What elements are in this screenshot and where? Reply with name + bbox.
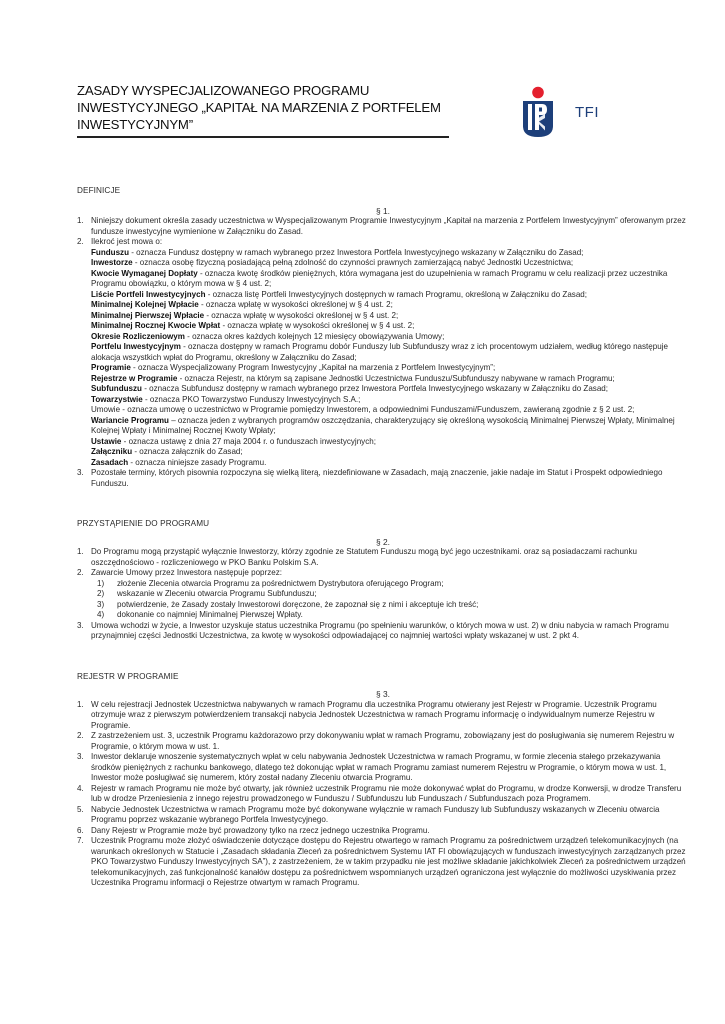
definition-term: Inwestorze — [91, 258, 133, 267]
definition-item — [91, 248, 689, 259]
definition-text: - oznacza osobę fizyczną posiadającą pełną zdolność do czynności prawnych zamierzającą nabyć Jednostki Uczestnictwa; — [132, 258, 574, 267]
definition-text: - oznacza okres każdych kolejnych 12 miesięcy obowiązywania Umowy; — [184, 331, 445, 341]
definition-term: Okresie Rozliczeniowym — [91, 331, 185, 341]
definition-item — [91, 374, 689, 385]
section-heading-definicje: DEFINICJE — [77, 186, 121, 195]
list-item: 1. Do Programu mogą przystąpić wyłącznie Inwestorzy, którzy zgodnie ze Statutem Funduszu mogą być jego uczestnikami. oraz są posiadaczami rachunku oszczędnościowo - rozliczeniowego w PKO Banku Polskim S.A. — [77, 547, 637, 567]
list-item: 3. Pozostałe terminy, których pisownia rozpoczyna się wielką literą, niezdefiniowane w Zasadach, mają znaczenie, jakie nadaje im Statut i Prospekt odpowiedniego Funduszu. — [77, 468, 663, 488]
list-item: 1. W celu rejestracji Jednostek Uczestnictwa nabywanych w ramach Programu dla uczestnika Programu otwierany jest Rejestr w Programie. Uczestnik Programu otrzymuje wraz z pierwszym potwierdzeniem transakcji nabycia Jednostek Uczestnictwa w ramach Programu informację o indywidualnym numerze Rejestru w Programie. — [77, 699, 657, 730]
definition-item — [91, 342, 689, 363]
definition-text: Umowie - oznacza umowę o uczestnictwo w Programie pomiędzy Inwestorem, a odpowiednimi Funduszami/Funduszem, zawieraną zgodnie z § 2 ust. 2; — [91, 405, 635, 414]
section-heading-przystapienie: PRZYSTĄPIENIE DO PROGRAMU — [77, 519, 210, 528]
definition-term: Subfunduszu — [91, 384, 142, 393]
definition-term: Programie — [91, 363, 131, 372]
definition-item — [91, 458, 689, 469]
definition-item — [91, 384, 689, 395]
definition-term: Towarzystwie — [91, 394, 143, 404]
sub-item-text: złożenie Zlecenia otwarcia Programu za pośrednictwem Dystrybutora oferującego Program; — [117, 578, 444, 588]
definition-text: - oznacza niniejsze zasady Programu. — [128, 457, 267, 467]
list-item: 2. Ilekroć jest mowa o: — [77, 237, 163, 246]
definicje-point-3: Pozostałe terminy, których pisownia rozpoczyna się wielką literą, niezdefiniowane w Zasadach, mają znaczenie, jakie nadaje im Statut i Prospekt odpowiedniego Funduszu. — [91, 468, 663, 488]
paragraph-sign-2: § 2. — [376, 536, 390, 547]
document-title — [77, 82, 457, 134]
definition-item — [91, 258, 689, 269]
przystapienie-point-1: Do Programu mogą przystąpić wyłącznie Inwestorzy, którzy zgodnie ze Statutem Funduszu mogą być jego uczestnikami. oraz są posiadaczami rachunku oszczędnościowo - rozliczeniowego w PKO Banku Polskim S.A. — [91, 547, 637, 567]
rejestr-list — [77, 700, 689, 889]
definition-text: - oznacza wpłatę w wysokości określonej w § 4 ust. 2; — [220, 321, 415, 330]
sub-list-item: 2) wskazanie w Zleceniu otwarcia Programu Subfunduszu; — [97, 589, 317, 598]
definition-term: Załączniku — [91, 447, 133, 456]
list-item: 3. Inwestor deklaruje wnoszenie systematycznych wpłat w celu nabywania Jednostek Uczestnictwa w ramach Programu, w formie zlecenia stałego przekazywania środków pieniężnych z rachunku bankowego, dlatego też dokonując wpłat w ramach Programu zamiast numerem Rejestru w Programie, o którym mowa w ust. 1, Inwestor może posługiwać się numerem, który został nadany Zleceniu otwarcia Programu. — [77, 752, 667, 782]
paragraph-sign-1: § 1. — [376, 205, 390, 216]
definition-item — [91, 405, 689, 416]
definition-item — [91, 395, 689, 406]
definicje-point-1: Niniejszy dokument określa zasady uczestnictwa w Wyspecjalizowanym Programie Inwestycyjnym „Kapitał na marzenia z Portfelem Inwestycyjnym” oferowanym przez fundusze inwestycyjne wymienione w Załączniku do Zasad. — [91, 216, 686, 236]
definition-item — [91, 321, 689, 332]
definition-item — [91, 311, 689, 322]
definition-item — [91, 269, 689, 290]
rejestr-point-text: Uczestnik Programu może złożyć oświadczenie dotyczące dostępu do Rejestru otwartego w ramach Programu za pośrednictwem urządzeń telekomunikacyjnych (na warunkach określonych w Statucie i „Zasadach składania Zleceń za pośrednictwem Systemu IAT FI obowiązujących w funduszach inwestycyjnych zarządzanych przez PKO Towarzystwo Funduszy Inwestycyjnych SA”), z zastrzeżeniem, że w takim przypadku nie jest możliwe składanie jakichkolwiek Zleceń za pośrednictwem urządzeń telekomunikacyjnych, zaś funkcjonalność kanałów dostępu za pośrednictwem wspomnianych urządzeń ograniczona jest wyłącznie do możliwości uzyskiwania przez Uczestnika Programu informacji o Rejestrze otwartym w ramach Programu. — [91, 836, 686, 887]
przystapienie-list — [77, 547, 689, 642]
definition-item — [91, 437, 689, 448]
sub-item-text: wskazanie w Zleceniu otwarcia Programu Subfunduszu; — [117, 589, 317, 598]
section-heading-rejestr: REJESTR W PROGRAMIE — [77, 671, 179, 681]
document-body — [77, 186, 689, 889]
list-item: 6. Dany Rejestr w Programie może być prowadzony tylko na rzecz jednego uczestnika Programu. — [77, 825, 430, 835]
definition-text: - oznacza kwotę środków pieniężnych, która wymagana jest do uzupełnienia w ramach Programu w celu realizacji przez uczestnika Programu obowiązku, o którym mowa w § 4 ust. 2; — [91, 268, 668, 288]
definition-text: - oznacza Wyspecjalizowany Program Inwestycyjny „Kapitał na marzenia z Portfelem Inwestycyjnym”; — [130, 363, 496, 372]
definition-term: Minimalnej Kolejnej Wpłacie — [91, 300, 199, 309]
rejestr-point-text: Inwestor deklaruje wnoszenie systematycznych wpłat w celu nabywania Jednostek Uczestnictwa w ramach Programu, w formie zlecenia stałego przekazywania środków pieniężnych z rachunku bankowego, dlatego też dokonując wpłat w ramach Programu zamiast numerem Rejestru w Programie, o którym mowa w ust. 1, Inwestor może posługiwać się numerem, który został nadany Zleceniu otwarcia Programu. — [91, 752, 667, 782]
definition-text: - oznacza wpłatę w wysokości określonej w § 4 ust. 2; — [198, 300, 393, 309]
przystapienie-point-2: Zawarcie Umowy przez Inwestora następuje poprzez: — [91, 568, 282, 577]
definition-text: - oznacza ustawę z dnia 27 maja 2004 r. o funduszach inwestycyjnych; — [121, 436, 376, 446]
rejestr-point-text: Rejestr w ramach Programu nie może być otwarty, jak również uczestnik Programu nie może dokonywać wpłat do Programu, w drodze Konwersji, w drodze Transferu lub w drodze Przeniesienia z innego rejestru prowadzonego w Funduszu / Subfunduszu lub Funduszach / Subfunduszach poza Programem. — [91, 783, 682, 803]
list-item: 2. Z zastrzeżeniem ust. 3, uczestnik Programu każdorazowo przy dokonywaniu wpłat w ramach Programu, zobowiązany jest do posługiwania się numerem Rejestru w Programie, o którym mowa w ust. 1. — [77, 731, 675, 751]
definition-term: Zasadach — [91, 457, 129, 467]
definition-text: - oznacza listę Portfeli Inwestycyjnych dostępnych w ramach Programu, określoną w Załączniku do Zasad; — [205, 289, 588, 299]
list-item: 1. Niniejszy dokument określa zasady uczestnictwa w Wyspecjalizowanym Programie Inwestycyjnym „Kapitał na marzenia z Portfelem Inwestycyjnym” oferowanym przez fundusze inwestycyjne wymienione w Załączniku do Zasad. — [77, 216, 686, 236]
rejestr-point-text: Nabycie Jednostek Uczestnictwa w ramach Programu może być dokonywane wyłącznie w ramach Funduszy lub Subfunduszy wskazanych w Zleceniu otwarcia Programu poprzez wskazanie wybranego Portfela Inwestycyjnego. — [91, 804, 660, 824]
definition-term: Kwocie Wymaganej Dopłaty — [91, 268, 198, 278]
definition-text: – oznacza jeden z wybranych programów oszczędzania, charakteryzujący się określoną wysokością Minimalnej Pierwszej Wpłaty, Minimalnej Kolejnej Wpłaty i Minimalnej Rocznej Kwoty Wpłaty; — [91, 415, 675, 435]
title-line-1: ZASADY WYSPECJALIZOWANEGO PROGRAMU — [77, 83, 370, 98]
sub-list-item: 1) złożenie Zlecenia otwarcia Programu za pośrednictwem Dystrybutora oferującego Program; — [97, 578, 444, 588]
definition-item — [91, 447, 689, 458]
sub-item-text: potwierdzenie, że Zasady zostały Inwestorowi doręczone, że zapoznał się z nimi i akceptuje ich treść; — [117, 599, 479, 609]
definicje-list-end — [77, 468, 689, 489]
list-item: 4. Rejestr w ramach Programu nie może być otwarty, jak również uczestnik Programu nie może dokonywać wpłat do Programu, w drodze Konwersji, w drodze Transferu lub w drodze Przeniesienia z innego rejestru prowadzonego w Funduszu / Subfunduszu lub Funduszach / Subfunduszach poza Programem. — [77, 783, 682, 803]
list-item: 3. Umowa wchodzi w życie, a Inwestor uzyskuje status uczestnika Programu (po spełnieniu warunków, o których mowa w ust. 2) w dniu nabycia w ramach Programu przynajmniej części Jednostki Uczestnictwa, za kwotę w wysokości odpowiadającej co najmniej wartości wpłaty wskazanej w ust. 2 pkt 4. — [77, 620, 669, 640]
definition-term: Portfelu Inwestycyjnym — [91, 342, 181, 351]
sub-item-text: dokonanie co najmniej Minimalnej Pierwszej Wpłaty. — [117, 610, 303, 619]
przystapienie-sublist — [91, 579, 689, 621]
tfi-logo-text: TFI — [575, 104, 599, 121]
definicje-list — [77, 216, 689, 248]
definition-term: Minimalnej Rocznej Kwocie Wpłat — [91, 321, 221, 330]
definition-item — [91, 416, 689, 437]
list-item: 2. Zawarcie Umowy przez Inwestora następuje poprzez: 1) złożenie Zlecenia otwarcia Programu za pośrednictwem Dystrybutora oferującego Program; 2) wskazanie w Zleceniu otwarcia Programu Subfunduszu; 3) potwierdzenie, że Zasady zostały Inwestorowi doręczone, że zapoznał się z nimi i akceptuje ich treść; 4) dokonanie co najmniej Minimalnej Pierwszej Wpłaty. — [77, 568, 689, 621]
definition-text: - oznacza Subfundusz dostępny w ramach wybranego przez Inwestora Portfela Inwestycyjnego wskazany w Załączniku do Zasad; — [141, 384, 609, 393]
definition-term: Funduszu — [91, 247, 129, 257]
definition-term: Liście Portfeli Inwestycyjnych — [91, 289, 206, 299]
definition-term: Rejestrze w Programie — [91, 373, 178, 383]
list-item: 5. Nabycie Jednostek Uczestnictwa w ramach Programu może być dokonywane wyłącznie w ramach Funduszy lub Subfunduszy wskazanych w Zleceniu otwarcia Programu poprzez wskazanie wybranego Portfela Inwestycyjnego. — [77, 804, 660, 824]
title-line-2: INWESTYCYJNEGO „KAPITAŁ NA MARZENIA Z PORTFELEM — [77, 100, 441, 116]
definition-text: - oznacza dostępny w ramach Programu dobór Funduszy lub Subfunduszy wraz z ich procentowym udziałem, według którego następuje alokacja wszystkich wpłat do Programu, określony w Załączniku do Zasad; — [91, 342, 668, 362]
definition-text: - oznacza Fundusz dostępny w ramach wybranego przez Inwestora Portfela Inwestycyjnego wskazany w Załączniku do Zasad; — [129, 247, 584, 257]
rejestr-point-text: W celu rejestracji Jednostek Uczestnictwa nabywanych w ramach Programu dla uczestnika Programu otwierany jest Rejestr w Programie. Uczestnik Programu otrzymuje wraz z pierwszym potwierdzeniem transakcji nabycia Jednostek Uczestnictwa w ramach Programu informację o indywidualnym numerze Rejestru w Programie. — [91, 699, 657, 730]
definition-item — [91, 332, 689, 343]
pko-logo-icon — [522, 86, 554, 138]
title-line-3: INWESTYCYJNYM” — [77, 117, 193, 133]
definition-term: Wariancie Programu — [91, 415, 169, 425]
sub-list-item: 4) dokonanie co najmniej Minimalnej Pierwszej Wpłaty. — [97, 610, 303, 619]
definition-item — [91, 363, 689, 374]
definition-text: - oznacza wpłatę w wysokości określonej w § 4 ust. 2; — [204, 310, 399, 320]
definition-item — [91, 290, 689, 301]
sub-list-item: 3) potwierdzenie, że Zasady zostały Inwestorowi doręczone, że zapoznał się z nimi i akceptuje ich treść; — [97, 599, 479, 609]
definition-text: - oznacza załącznik do Zasad; — [132, 447, 243, 456]
definition-term: Ustawie — [91, 436, 122, 446]
definicje-point-2: Ilekroć jest mowa o: — [91, 237, 163, 246]
title-underline — [77, 136, 449, 138]
rejestr-point-text: Dany Rejestr w Programie może być prowadzony tylko na rzecz jednego uczestnika Programu. — [91, 825, 430, 835]
definition-text: - oznacza PKO Towarzystwo Funduszy Inwestycyjnych S.A.; — [142, 394, 361, 404]
przystapienie-point-3: Umowa wchodzi w życie, a Inwestor uzyskuje status uczestnika Programu (po spełnieniu warunków, o których mowa w ust. 2) w dniu nabycia w ramach Programu przynajmniej części Jednostki Uczestnictwa, za kwotę w wysokości odpowiadającej co najmniej wartości wpłaty wskazanej w ust. 2 pkt 4. — [91, 620, 669, 640]
definitions-list — [77, 248, 689, 469]
definition-item — [91, 300, 689, 311]
list-item: 7. Uczestnik Programu może złożyć oświadczenie dotyczące dostępu do Rejestru otwartego w ramach Programu za pośrednictwem urządzeń telekomunikacyjnych (na warunkach określonych w Statucie i „Zasadach składania Zleceń za pośrednictwem Systemu IAT FI obowiązujących w funduszach inwestycyjnych zarządzanych przez PKO Towarzystwo Funduszy Inwestycyjnych SA”), z zastrzeżeniem, że w takim przypadku nie jest możliwe składanie jakichkolwiek Zleceń za pośrednictwem urządzeń telekomunikacyjnych, zaś funkcjonalność kanałów dostępu za pośrednictwem wspomnianych urządzeń ograniczona jest wyłącznie do możliwości uzyskiwania przez Uczestnika Programu informacji o Rejestrze otwartym w ramach Programu. — [77, 836, 686, 887]
definition-text: - oznacza Rejestr, na którym są zapisane Jednostki Uczestnictwa Funduszu/Subfunduszy nabywane w ramach Programu; — [177, 373, 615, 383]
paragraph-sign-3: § 3. — [376, 689, 390, 699]
rejestr-point-text: Z zastrzeżeniem ust. 3, uczestnik Programu każdorazowo przy dokonywaniu wpłat w ramach Programu, zobowiązany jest do posługiwania się numerem Rejestru w Programie, o którym mowa w ust. 1. — [91, 731, 675, 751]
definition-term: Minimalnej Pierwszej Wpłacie — [91, 310, 205, 320]
